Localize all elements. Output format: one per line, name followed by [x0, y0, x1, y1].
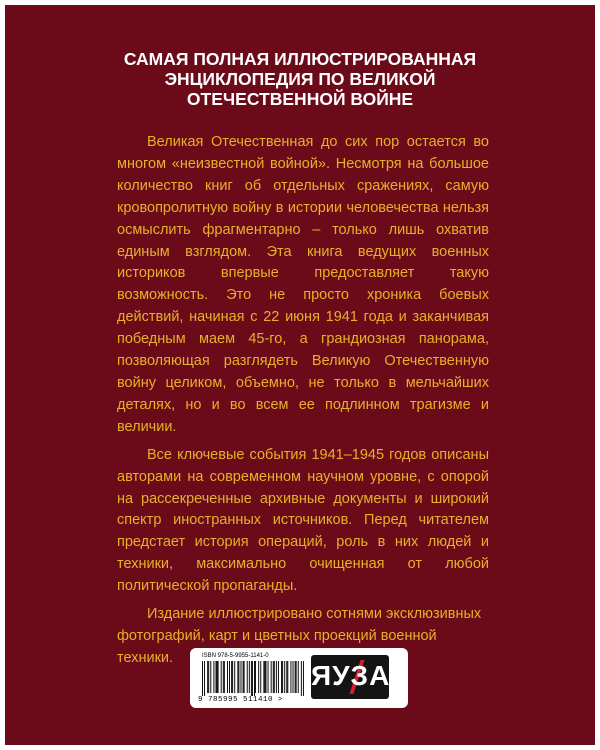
annotation-paragraph-2: Все ключевые события 1941–1945 годов описаны авторами на современном научном уровне, с опорой на рассекреченные архивные документы и широкий спектр иностранных источников. Перед читателем предстает история операций, роль в них людей и техники, максимально очищенная от любой политической пропаганды. [117, 446, 489, 595]
barcode-bar [276, 661, 277, 693]
barcode-bar [287, 661, 288, 693]
barcode-bar [213, 661, 214, 693]
barcode-digits: 9 785995 511410 > [198, 696, 284, 704]
barcode-bar [249, 661, 250, 693]
barcode-bar [216, 661, 217, 693]
barcode-bar [221, 661, 222, 693]
barcode-bar [265, 661, 266, 693]
barcode-bar [268, 661, 269, 693]
barcode-bar [281, 661, 282, 693]
barcode-bar [207, 661, 208, 693]
barcode-bar [284, 661, 285, 693]
barcode-bar [247, 661, 248, 693]
barcode-bar [241, 661, 242, 693]
cover-headline [5, 49, 595, 109]
barcode-bar [301, 661, 302, 696]
headline-line-1: САМАЯ ПОЛНАЯ ИЛЛЮСТРИРОВАННАЯ [123, 49, 477, 69]
barcode-bar [251, 661, 252, 696]
barcode-bar [229, 661, 230, 693]
barcode-bars-icon [202, 661, 304, 696]
publisher-logo [311, 655, 389, 699]
barcode-bar [237, 661, 238, 693]
barcode-bar [282, 661, 283, 693]
barcode-bar [295, 661, 296, 693]
barcode-bar [296, 661, 297, 693]
barcode-bar [202, 661, 203, 696]
barcode-bar [290, 661, 291, 693]
headline-line-2: ЭНЦИКЛОПЕДИЯ ПО ВЕЛИКОЙ [164, 69, 436, 89]
barcode-bar [255, 661, 256, 693]
barcode-bar [238, 661, 239, 693]
barcode-bar [264, 661, 265, 693]
barcode-bar [204, 661, 205, 696]
barcode-bar [210, 661, 211, 693]
annotation-text [117, 132, 489, 676]
barcode-bar [293, 661, 294, 693]
publisher-logo-text: ЯУЗА [311, 660, 391, 691]
isbn-label: ISBN 978-5-9955-1141-0 [202, 653, 269, 659]
barcode-bar [223, 661, 224, 693]
barcode-bar [303, 661, 304, 696]
barcode-bar [263, 661, 264, 693]
barcode-bar [208, 661, 209, 693]
barcode-bar [286, 661, 287, 693]
headline-line-3: ОТЕЧЕСТВЕННОЙ ВОЙНЕ [186, 89, 414, 109]
barcode-bar [260, 661, 261, 693]
barcode-bar [218, 661, 219, 693]
barcode-bar [244, 661, 245, 693]
barcode-bar [274, 661, 275, 693]
barcode-panel [190, 648, 408, 708]
barcode-bar [273, 661, 274, 693]
barcode-bar [231, 661, 232, 693]
barcode-bar [252, 661, 253, 696]
barcode-bar [217, 661, 218, 693]
barcode-bar [224, 661, 225, 693]
barcode-bar [258, 661, 259, 693]
barcode-bar [232, 661, 233, 693]
barcode-bar [254, 661, 255, 696]
barcode-bar [298, 661, 299, 693]
barcode-bar [243, 661, 244, 693]
annotation-paragraph-1: Великая Отечественная до сих пор остается во многом «неизвестной войной». Несмотря на большое количество книг об отдельных сражениях, самую кровопролитную войну в истории человечества нельзя осмыслить фрагментарно – только лишь охватив единым взглядом. Эта книга ведущих военных историков впервые предоставляет такую возможность. Это не просто хроника боевых действий, начиная с 22 июня 1941 года и заканчивая победным маем 45-го, а грандиозная панорама, позволяющая разглядеть Великую Отечественную войну целиком, объемно, не только в мельчайших деталях, но и во всем ее подлинном трагизме и величии. [117, 134, 489, 435]
book-back-cover [5, 5, 595, 745]
barcode-bar [271, 661, 272, 693]
barcode-bar [234, 661, 235, 693]
barcode-bar [278, 661, 279, 693]
barcode-bar [227, 661, 228, 693]
annotation-paragraph-3: Издание иллюстрировано сотнями эксклюзивных фотографий, карт и цветных проекций военной техники. [117, 606, 482, 666]
